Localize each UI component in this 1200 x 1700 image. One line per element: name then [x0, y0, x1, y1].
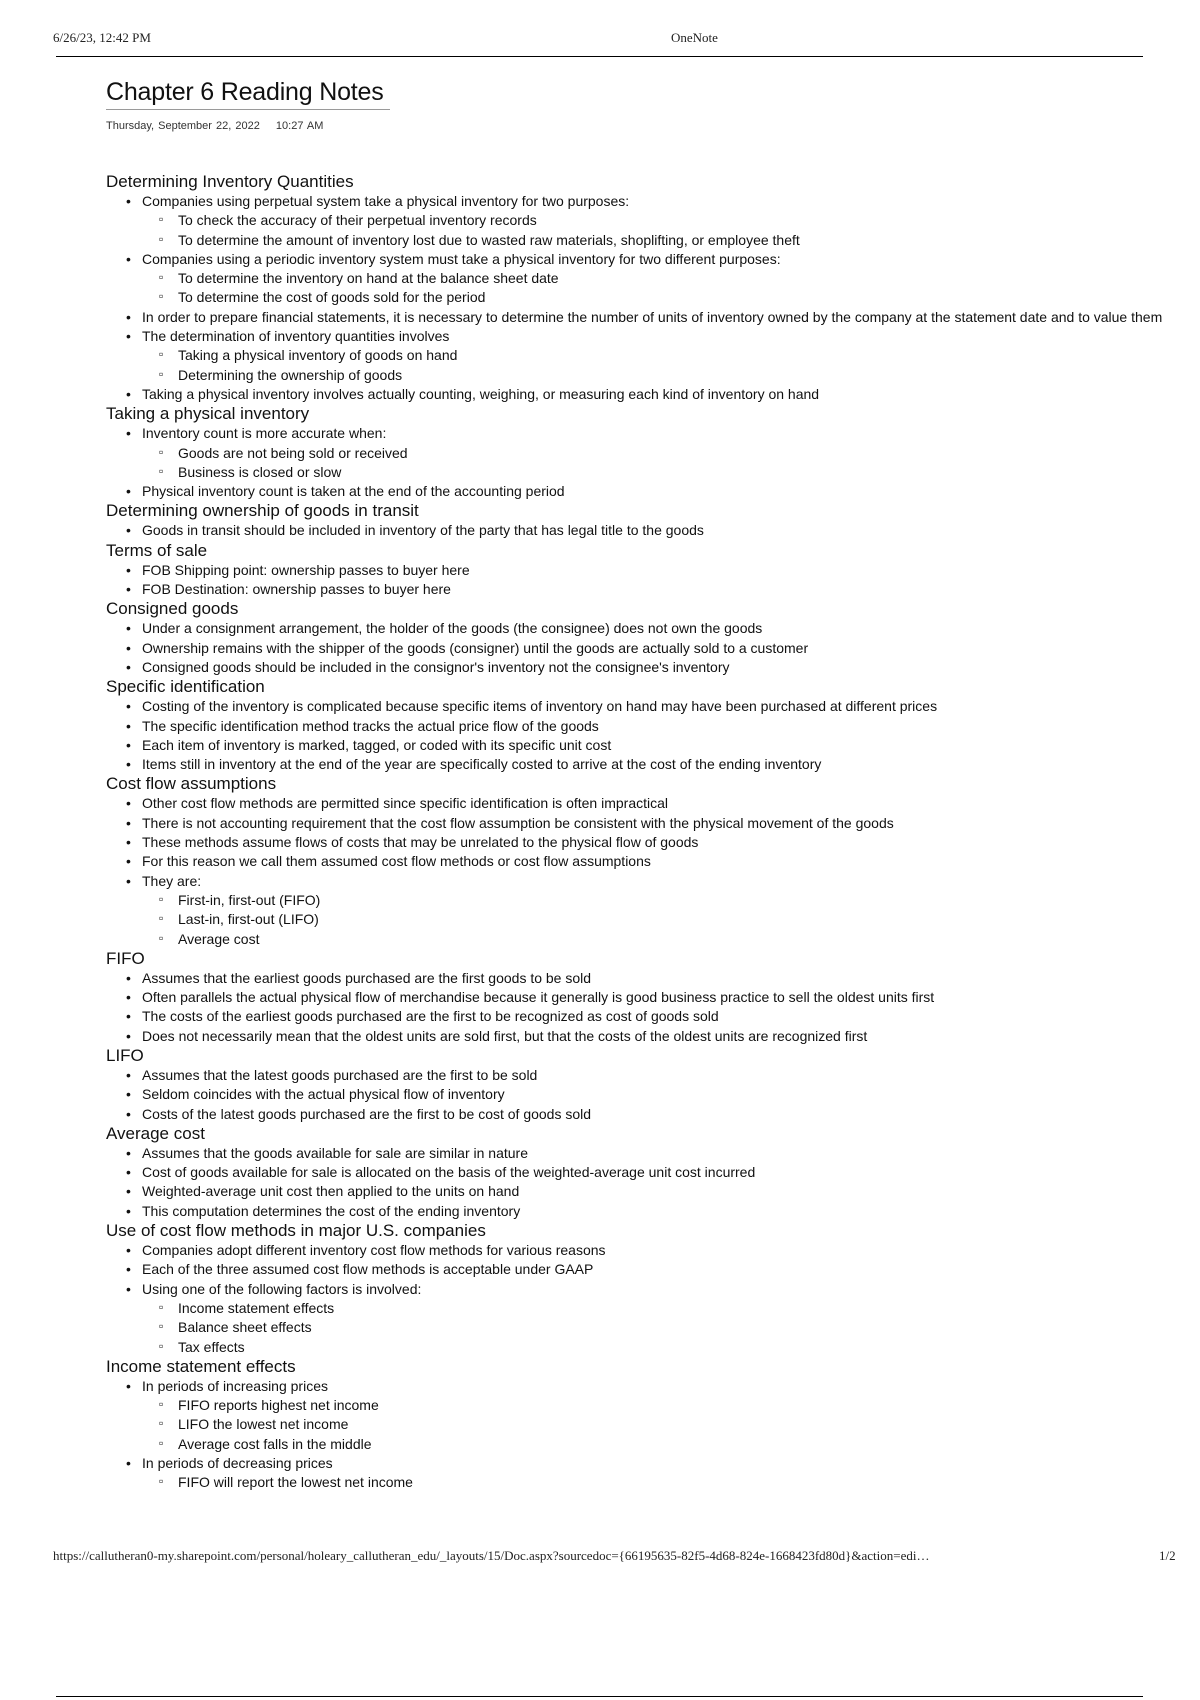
sub-list-item: [159, 269, 1186, 288]
sub-bullet-icon: ▫: [159, 1416, 164, 1431]
bullet-icon: •: [126, 1086, 131, 1103]
bullet-icon: •: [126, 736, 131, 753]
bullet-icon: •: [126, 620, 131, 637]
print-url: https://callutheran0-my.sharepoint.com/personal/holeary_callutheran_edu/_layouts/15/Doc.aspx?sourcedoc={66195635-82f5-4d68-824e-1668423fd80d}&action=edi…: [53, 1548, 930, 1563]
bullet-icon: •: [126, 425, 131, 442]
list-item: [126, 424, 1186, 482]
bullet-icon: •: [126, 698, 131, 715]
list-item: [126, 250, 1186, 308]
list-item: [126, 1280, 1186, 1357]
bullet-icon: •: [126, 639, 131, 656]
sub-list-item: [159, 463, 1186, 482]
list-item-text: Physical inventory count is taken at the end of the accounting period: [142, 483, 565, 500]
list-item-text: Items still in inventory at the end of the year are specifically costed to arrive at the cost of the ending inventory: [142, 756, 822, 773]
bullet-icon: •: [126, 872, 131, 889]
list-item: [126, 619, 1186, 638]
bullet-icon: •: [126, 1008, 131, 1025]
list-item: [126, 521, 1186, 540]
sub-list-item-text: To determine the cost of goods sold for the period: [178, 289, 486, 306]
bullet-list: [106, 697, 1186, 774]
sub-bullet-list: [142, 269, 1186, 308]
list-item-text: These methods assume flows of costs that may be unrelated to the physical flow of goods: [142, 834, 699, 851]
page-title[interactable]: Chapter 6 Reading Notes: [106, 78, 390, 110]
list-item: [126, 1007, 1186, 1026]
list-item: [126, 561, 1186, 580]
bullet-icon: •: [126, 1280, 131, 1297]
list-item-text: In order to prepare financial statements, it is necessary to determine the number of units of inventory owned by the company at the statement date and to value them: [142, 308, 1163, 325]
sub-list-item-text: To check the accuracy of their perpetual inventory records: [178, 212, 537, 229]
list-item-text: Companies using perpetual system take a physical inventory for two purposes:: [142, 193, 630, 209]
bullet-icon: •: [126, 814, 131, 831]
list-item-text: Inventory count is more accurate when:: [142, 425, 387, 442]
bullet-icon: •: [126, 1202, 131, 1219]
list-item-text: The specific identification method tracks the actual price flow of the goods: [142, 717, 599, 734]
sub-bullet-icon: ▫: [159, 366, 164, 381]
sub-bullet-icon: ▫: [159, 444, 164, 459]
bullet-icon: •: [126, 1455, 131, 1472]
sub-list-item-text: FIFO reports highest net income: [178, 1397, 379, 1414]
sub-list-item: [159, 891, 1186, 910]
list-item-text: Consigned goods should be included in the consignor's inventory not the consignee's inventory: [142, 658, 730, 675]
list-item-text: Often parallels the actual physical flow of merchandise because it generally is good business practice to sell the oldest units first: [142, 989, 935, 1006]
bullet-list: [106, 1144, 1186, 1221]
bullet-icon: •: [126, 1164, 131, 1181]
sub-list-item-text: Balance sheet effects: [178, 1319, 312, 1336]
sub-list-item-text: To determine the amount of inventory lost due to wasted raw materials, shoplifting, or employee theft: [178, 231, 800, 248]
bullet-icon: •: [126, 969, 131, 986]
section-heading: Average cost: [106, 1123, 205, 1143]
list-item-text: Each item of inventory is marked, tagged, or coded with its specific unit cost: [142, 736, 612, 753]
sub-list-item-text: Income statement effects: [178, 1299, 335, 1316]
list-item-text: For this reason we call them assumed cost flow methods or cost flow assumptions: [142, 853, 651, 870]
page-time-text: 10:27 AM: [275, 120, 324, 132]
sub-list-item: [159, 1435, 1186, 1454]
list-item: [126, 327, 1186, 385]
list-item-text: The costs of the earliest goods purchased are the first to be recognized as cost of goods sold: [142, 1008, 719, 1025]
sub-list-item: [159, 1338, 1186, 1357]
sub-bullet-icon: ▫: [159, 212, 164, 227]
list-item: [126, 1085, 1186, 1104]
bullet-list: [106, 1241, 1186, 1357]
bullet-icon: •: [126, 717, 131, 734]
sub-list-item: [159, 1318, 1186, 1337]
list-item-text: Ownership remains with the shipper of the goods (consigner) until the goods are actually sold to a customer: [142, 639, 809, 656]
sub-list-item-text: Last-in, first-out (LIFO): [178, 911, 319, 928]
list-item: [126, 482, 1186, 501]
list-item: [126, 1105, 1186, 1124]
sub-bullet-list: [142, 891, 1186, 949]
bullet-icon: •: [126, 1144, 131, 1161]
bullet-list: [106, 1066, 1186, 1124]
list-item-text: In periods of decreasing prices: [142, 1455, 333, 1472]
list-item-text: Taking a physical inventory involves actually counting, weighing, or measuring each kind of inventory on hand: [142, 385, 820, 402]
bullet-icon: •: [126, 328, 131, 345]
print-header: [53, 28, 1143, 58]
list-item-text: Other cost flow methods are permitted since specific identification is often impractical: [142, 795, 669, 812]
list-item-text: In periods of increasing prices: [142, 1377, 328, 1394]
list-item: [126, 833, 1186, 852]
list-item: [126, 308, 1186, 327]
list-item-text: Companies adopt different inventory cost flow methods for various reasons: [142, 1242, 606, 1259]
list-item-text: FOB Shipping point: ownership passes to buyer here: [142, 561, 470, 578]
list-item: [126, 872, 1186, 949]
bullet-icon: •: [126, 1377, 131, 1394]
list-item-text: Assumes that the latest goods purchased are the first to be sold: [142, 1066, 538, 1083]
sub-list-item-text: To determine the inventory on hand at the balance sheet date: [178, 270, 559, 287]
sub-list-item-text: Business is closed or slow: [178, 463, 342, 480]
sub-list-item: [159, 211, 1186, 230]
sub-bullet-icon: ▫: [159, 1299, 164, 1314]
page-date-text: Thursday, September 22, 2022: [106, 120, 260, 132]
bullet-list: [106, 192, 1186, 404]
section-heading: Specific identification: [106, 677, 265, 697]
sub-list-item-text: Taking a physical inventory of goods on hand: [178, 347, 458, 364]
list-item: [126, 697, 1186, 716]
bullet-icon: •: [126, 853, 131, 870]
bullet-icon: •: [126, 834, 131, 851]
page-date: [106, 120, 323, 132]
bullet-icon: •: [126, 1261, 131, 1278]
section-heading: Cost flow assumptions: [106, 774, 277, 794]
sub-list-item: [159, 231, 1186, 250]
sub-bullet-icon: ▫: [159, 347, 164, 362]
sub-bullet-list: [142, 1396, 1186, 1454]
list-item-text: Cost of goods available for sale is allocated on the basis of the weighted-average unit cost incurred: [142, 1164, 756, 1181]
bullet-icon: •: [126, 989, 131, 1006]
list-item-text: Weighted-average unit cost then applied to the units on hand: [142, 1183, 520, 1200]
list-item: [126, 192, 1186, 250]
sub-bullet-icon: ▫: [159, 1435, 164, 1450]
list-item-text: FOB Destination: ownership passes to buyer here: [142, 581, 451, 598]
list-item: [126, 1027, 1186, 1046]
sub-list-item: [159, 444, 1186, 463]
list-item: [126, 969, 1186, 988]
bullet-icon: •: [126, 1066, 131, 1083]
sub-bullet-icon: ▫: [159, 1397, 164, 1412]
print-date: 6/26/23, 12:42 PM: [53, 30, 151, 45]
bullet-list: [106, 424, 1186, 501]
sub-bullet-icon: ▫: [159, 1338, 164, 1353]
sub-list-item-text: LIFO the lowest net income: [178, 1416, 349, 1433]
list-item-text: Does not necessarily mean that the oldest units are sold first, but that the costs of the oldest units are recognized first: [142, 1027, 868, 1044]
list-item-text: Goods in transit should be included in inventory of the party that has legal title to the goods: [142, 522, 704, 539]
sub-list-item: [159, 366, 1186, 385]
list-item: [126, 1144, 1186, 1163]
list-item-text: Assumes that the goods available for sale are similar in nature: [142, 1144, 528, 1161]
bullet-icon: •: [126, 385, 131, 402]
list-item-text: Under a consignment arrangement, the holder of the goods (the consignee) does not own the goods: [142, 620, 763, 637]
sub-list-item: [159, 1396, 1186, 1415]
print-app-name: OneNote: [671, 30, 718, 45]
sub-bullet-icon: ▫: [159, 891, 164, 906]
bullet-list: [106, 521, 1186, 540]
bullet-icon: •: [126, 581, 131, 598]
list-item: [126, 580, 1186, 599]
sub-bullet-icon: ▫: [159, 231, 164, 246]
list-item: [126, 1182, 1186, 1201]
bullet-icon: •: [126, 1242, 131, 1259]
sub-list-item-text: Average cost: [178, 930, 260, 947]
sub-bullet-icon: ▫: [159, 270, 164, 285]
bullet-icon: •: [126, 250, 131, 267]
bullet-list: [106, 561, 1186, 600]
sub-list-item-text: FIFO will report the lowest net income: [178, 1474, 413, 1491]
bullet-icon: •: [126, 561, 131, 578]
list-item-text: They are:: [142, 872, 202, 889]
sub-bullet-icon: ▫: [159, 911, 164, 926]
list-item: [126, 717, 1186, 736]
list-item-text: Costs of the latest goods purchased are the first to be cost of goods sold: [142, 1105, 592, 1122]
bullet-icon: •: [126, 193, 131, 209]
list-item: [126, 1377, 1186, 1454]
sub-bullet-icon: ▫: [159, 1474, 164, 1489]
list-item-text: Seldom coincides with the actual physical flow of inventory: [142, 1086, 505, 1103]
list-item: [126, 736, 1186, 755]
header-rule: [56, 56, 1143, 57]
sub-bullet-icon: ▫: [159, 930, 164, 945]
sub-bullet-list: [142, 1299, 1186, 1357]
list-item: [126, 1260, 1186, 1279]
bullet-icon: •: [126, 756, 131, 773]
list-item: [126, 1163, 1186, 1182]
sub-list-item: [159, 910, 1186, 929]
sub-list-item-text: First-in, first-out (FIFO): [178, 891, 321, 908]
sub-bullet-list: [142, 444, 1186, 483]
bottom-rule: [56, 1696, 1143, 1697]
bullet-icon: •: [126, 1183, 131, 1200]
sub-list-item-text: Tax effects: [178, 1338, 245, 1355]
sub-list-item: [159, 288, 1186, 307]
sub-list-item-text: Average cost falls in the middle: [178, 1435, 372, 1452]
list-item-text: The determination of inventory quantities involves: [142, 328, 450, 345]
list-item-text: Assumes that the earliest goods purchased are the first goods to be sold: [142, 969, 592, 986]
sub-list-item: [159, 1415, 1186, 1434]
sub-list-item-text: Goods are not being sold or received: [178, 444, 408, 461]
bullet-list: [106, 619, 1186, 677]
section-heading: LIFO: [106, 1045, 144, 1065]
bullet-list: [106, 1377, 1186, 1493]
sub-list-item: [159, 346, 1186, 365]
list-item-text: Costing of the inventory is complicated because specific items of inventory on hand may have been purchased at different prices: [142, 698, 938, 715]
list-item: [126, 1202, 1186, 1221]
list-item: [126, 1454, 1186, 1493]
sub-list-item: [159, 1473, 1186, 1492]
list-item: [126, 385, 1186, 404]
section-heading: Determining Inventory Quantities: [106, 172, 354, 191]
list-item-text: Companies using a periodic inventory system must take a physical inventory for two different purposes:: [142, 250, 781, 267]
bullet-icon: •: [126, 308, 131, 325]
sub-bullet-list: [142, 1473, 1186, 1492]
section-heading: Use of cost flow methods in major U.S. companies: [106, 1221, 486, 1241]
list-item: [126, 852, 1186, 871]
bullet-list: [106, 794, 1186, 948]
section-heading: Determining ownership of goods in transit: [106, 501, 419, 521]
list-item: [126, 1066, 1186, 1085]
list-item: [126, 639, 1186, 658]
section-heading: Taking a physical inventory: [106, 404, 310, 424]
bullet-icon: •: [126, 1105, 131, 1122]
list-item-text: Each of the three assumed cost flow methods is acceptable under GAAP: [142, 1261, 594, 1278]
print-page-number: 1/2: [1159, 1548, 1176, 1563]
sub-bullet-icon: ▫: [159, 463, 164, 478]
bullet-list: [106, 969, 1186, 1046]
list-item-text: There is not accounting requirement that the cost flow assumption be consistent with the physical movement of the goods: [142, 814, 894, 831]
list-item: [126, 794, 1186, 813]
sub-bullet-icon: ▫: [159, 289, 164, 304]
bullet-icon: •: [126, 658, 131, 675]
list-item: [126, 988, 1186, 1007]
section-heading: FIFO: [106, 948, 145, 968]
list-item: [126, 755, 1186, 774]
sub-list-item: [159, 1299, 1186, 1318]
list-item: [126, 658, 1186, 677]
list-item-text: This computation determines the cost of the ending inventory: [142, 1202, 521, 1219]
list-item: [126, 814, 1186, 833]
section-heading: Income statement effects: [106, 1356, 296, 1376]
bullet-icon: •: [126, 1027, 131, 1044]
section-heading: Terms of sale: [106, 540, 208, 560]
sub-list-item: [159, 930, 1186, 949]
section-heading: Consigned goods: [106, 599, 239, 619]
sub-bullet-list: [142, 211, 1186, 250]
sub-list-item-text: Determining the ownership of goods: [178, 366, 403, 383]
bullet-icon: •: [126, 483, 131, 500]
sub-bullet-list: [142, 346, 1186, 385]
bullet-icon: •: [126, 795, 131, 812]
list-item: [126, 1241, 1186, 1260]
sub-bullet-icon: ▫: [159, 1319, 164, 1334]
bullet-icon: •: [126, 522, 131, 539]
note-content[interactable]: [106, 172, 1186, 1542]
list-item-text: Using one of the following factors is involved:: [142, 1280, 422, 1297]
